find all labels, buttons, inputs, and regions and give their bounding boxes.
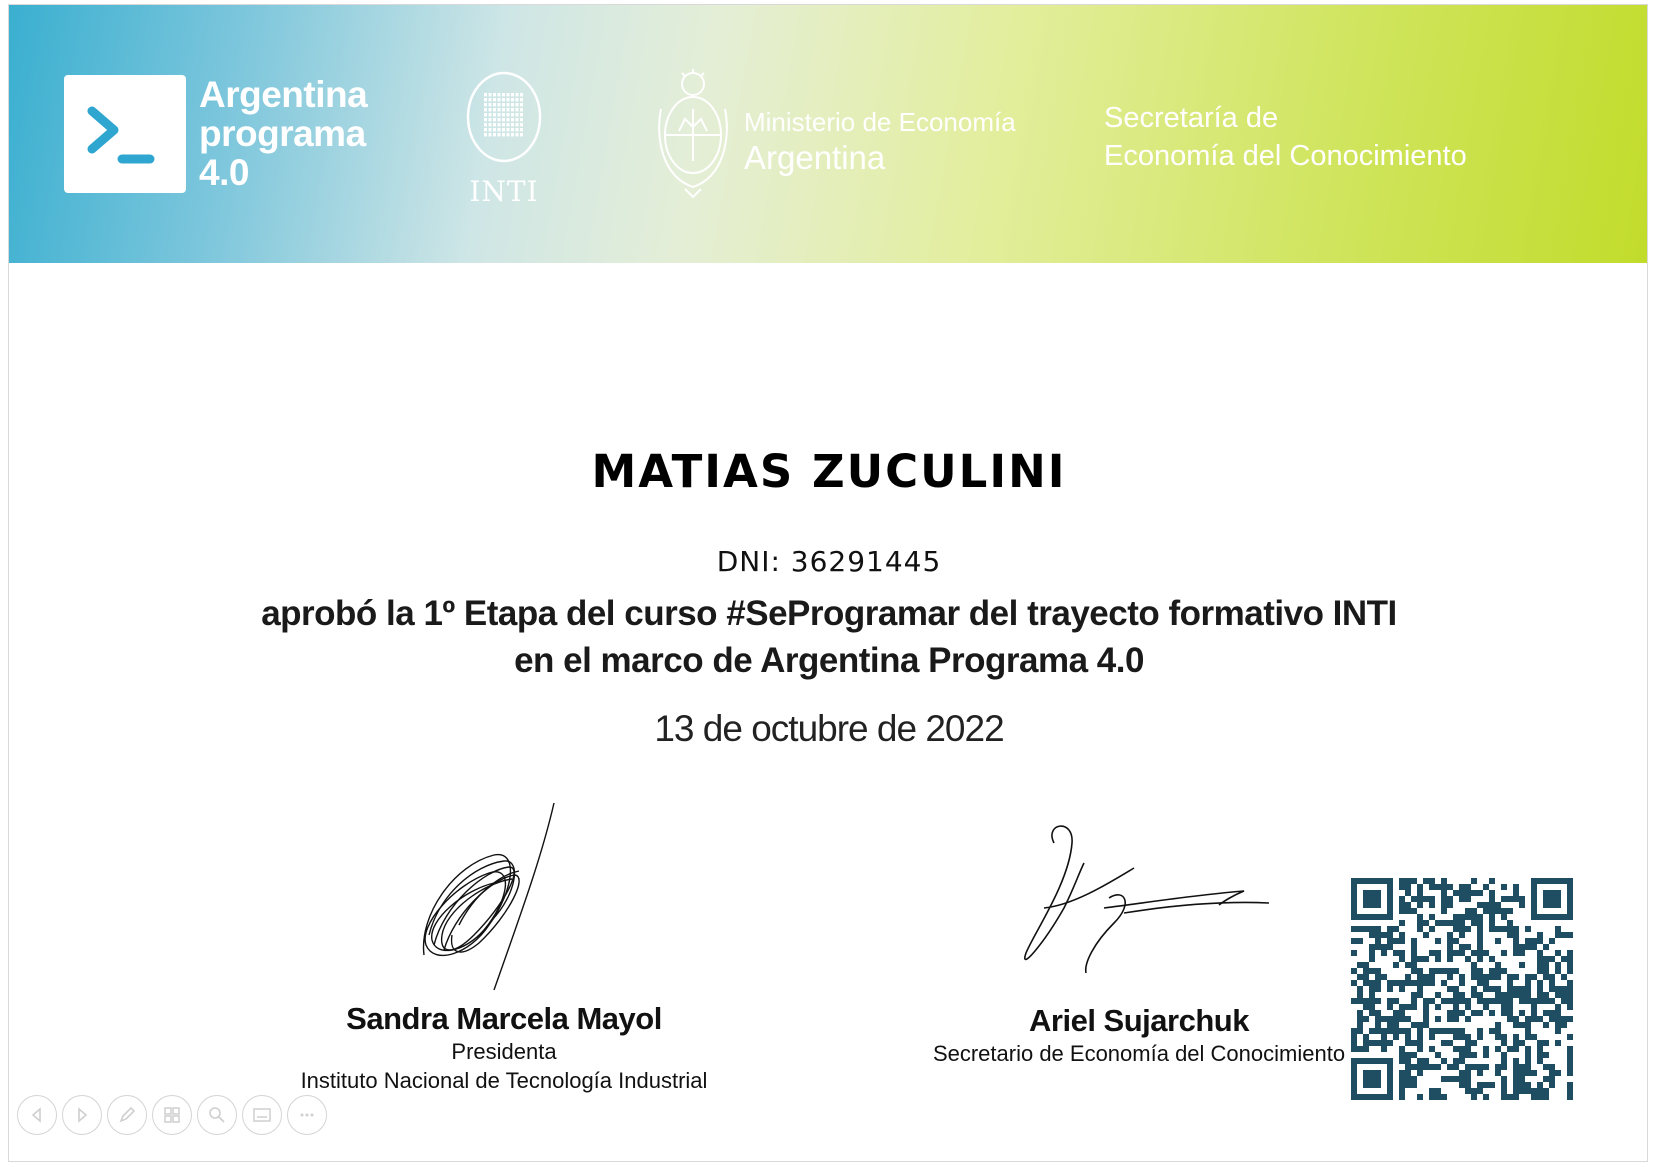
pen-icon — [116, 1104, 138, 1126]
logo-line-2: programa — [199, 113, 366, 154]
certificate-date: 13 de octubre de 2022 — [654, 708, 1004, 749]
secretaria-text — [1104, 99, 1467, 175]
subtitles-button[interactable] — [242, 1095, 282, 1135]
slides-icon — [161, 1104, 183, 1126]
previous-button[interactable] — [17, 1095, 57, 1135]
subtitles-icon — [251, 1104, 273, 1126]
description-line-2: en el marco de Argentina Programa 4.0 — [514, 641, 1144, 680]
secretaria-line-2: Economía del Conocimiento — [1104, 140, 1467, 172]
zoom-button[interactable] — [197, 1095, 237, 1135]
qr-code — [1351, 878, 1573, 1100]
header-banner — [9, 5, 1648, 263]
next-button[interactable] — [62, 1095, 102, 1135]
signer-role: Presidenta — [451, 1039, 557, 1064]
signature-mayol — [414, 795, 589, 995]
ministerio-line-1: Ministerio de Economía — [744, 107, 1016, 137]
previous-icon — [26, 1104, 48, 1126]
secretaria-line-1: Secretaría de — [1104, 102, 1279, 134]
certificate — [8, 4, 1648, 1162]
signer-name: Sandra Marcela Mayol — [346, 1001, 662, 1036]
recipient-name: MATIAS ZUCULINI — [591, 445, 1067, 498]
presentation-toolbar — [17, 1095, 327, 1135]
terminal-prompt-icon — [64, 75, 186, 193]
signer-name: Ariel Sujarchuk — [1029, 1003, 1249, 1038]
argentina-programa-logo — [64, 75, 186, 193]
inti-label: INTI — [469, 175, 539, 208]
slides-button[interactable] — [152, 1095, 192, 1135]
more-icon — [296, 1104, 318, 1126]
certificate-description — [9, 590, 1648, 684]
ministerio-line-2: Argentina — [744, 139, 886, 176]
zoom-icon — [206, 1104, 228, 1126]
signer-role: Secretario de Economía del Conocimiento — [932, 1041, 1346, 1066]
coat-of-arms-icon — [655, 69, 731, 201]
pen-button[interactable] — [107, 1095, 147, 1135]
signature-sujarchuk — [1014, 813, 1284, 983]
more-button[interactable] — [287, 1095, 327, 1135]
description-line-1: aprobó la 1º Etapa del curso #SeProgramar del trayecto formativo INTI — [261, 594, 1397, 633]
signer-sujarchuk — [929, 1003, 1349, 1068]
signer-institution: Instituto Nacional de Tecnología Industrial — [300, 1068, 708, 1093]
logo-line-1: Argentina — [199, 74, 368, 115]
logo-line-3: 4.0 — [199, 152, 249, 193]
signer-mayol — [269, 1001, 739, 1095]
inti-emblem-icon — [465, 69, 543, 165]
recipient-dni: DNI: 36291445 — [716, 545, 942, 578]
argentina-programa-title — [199, 75, 367, 192]
next-icon — [71, 1104, 93, 1126]
